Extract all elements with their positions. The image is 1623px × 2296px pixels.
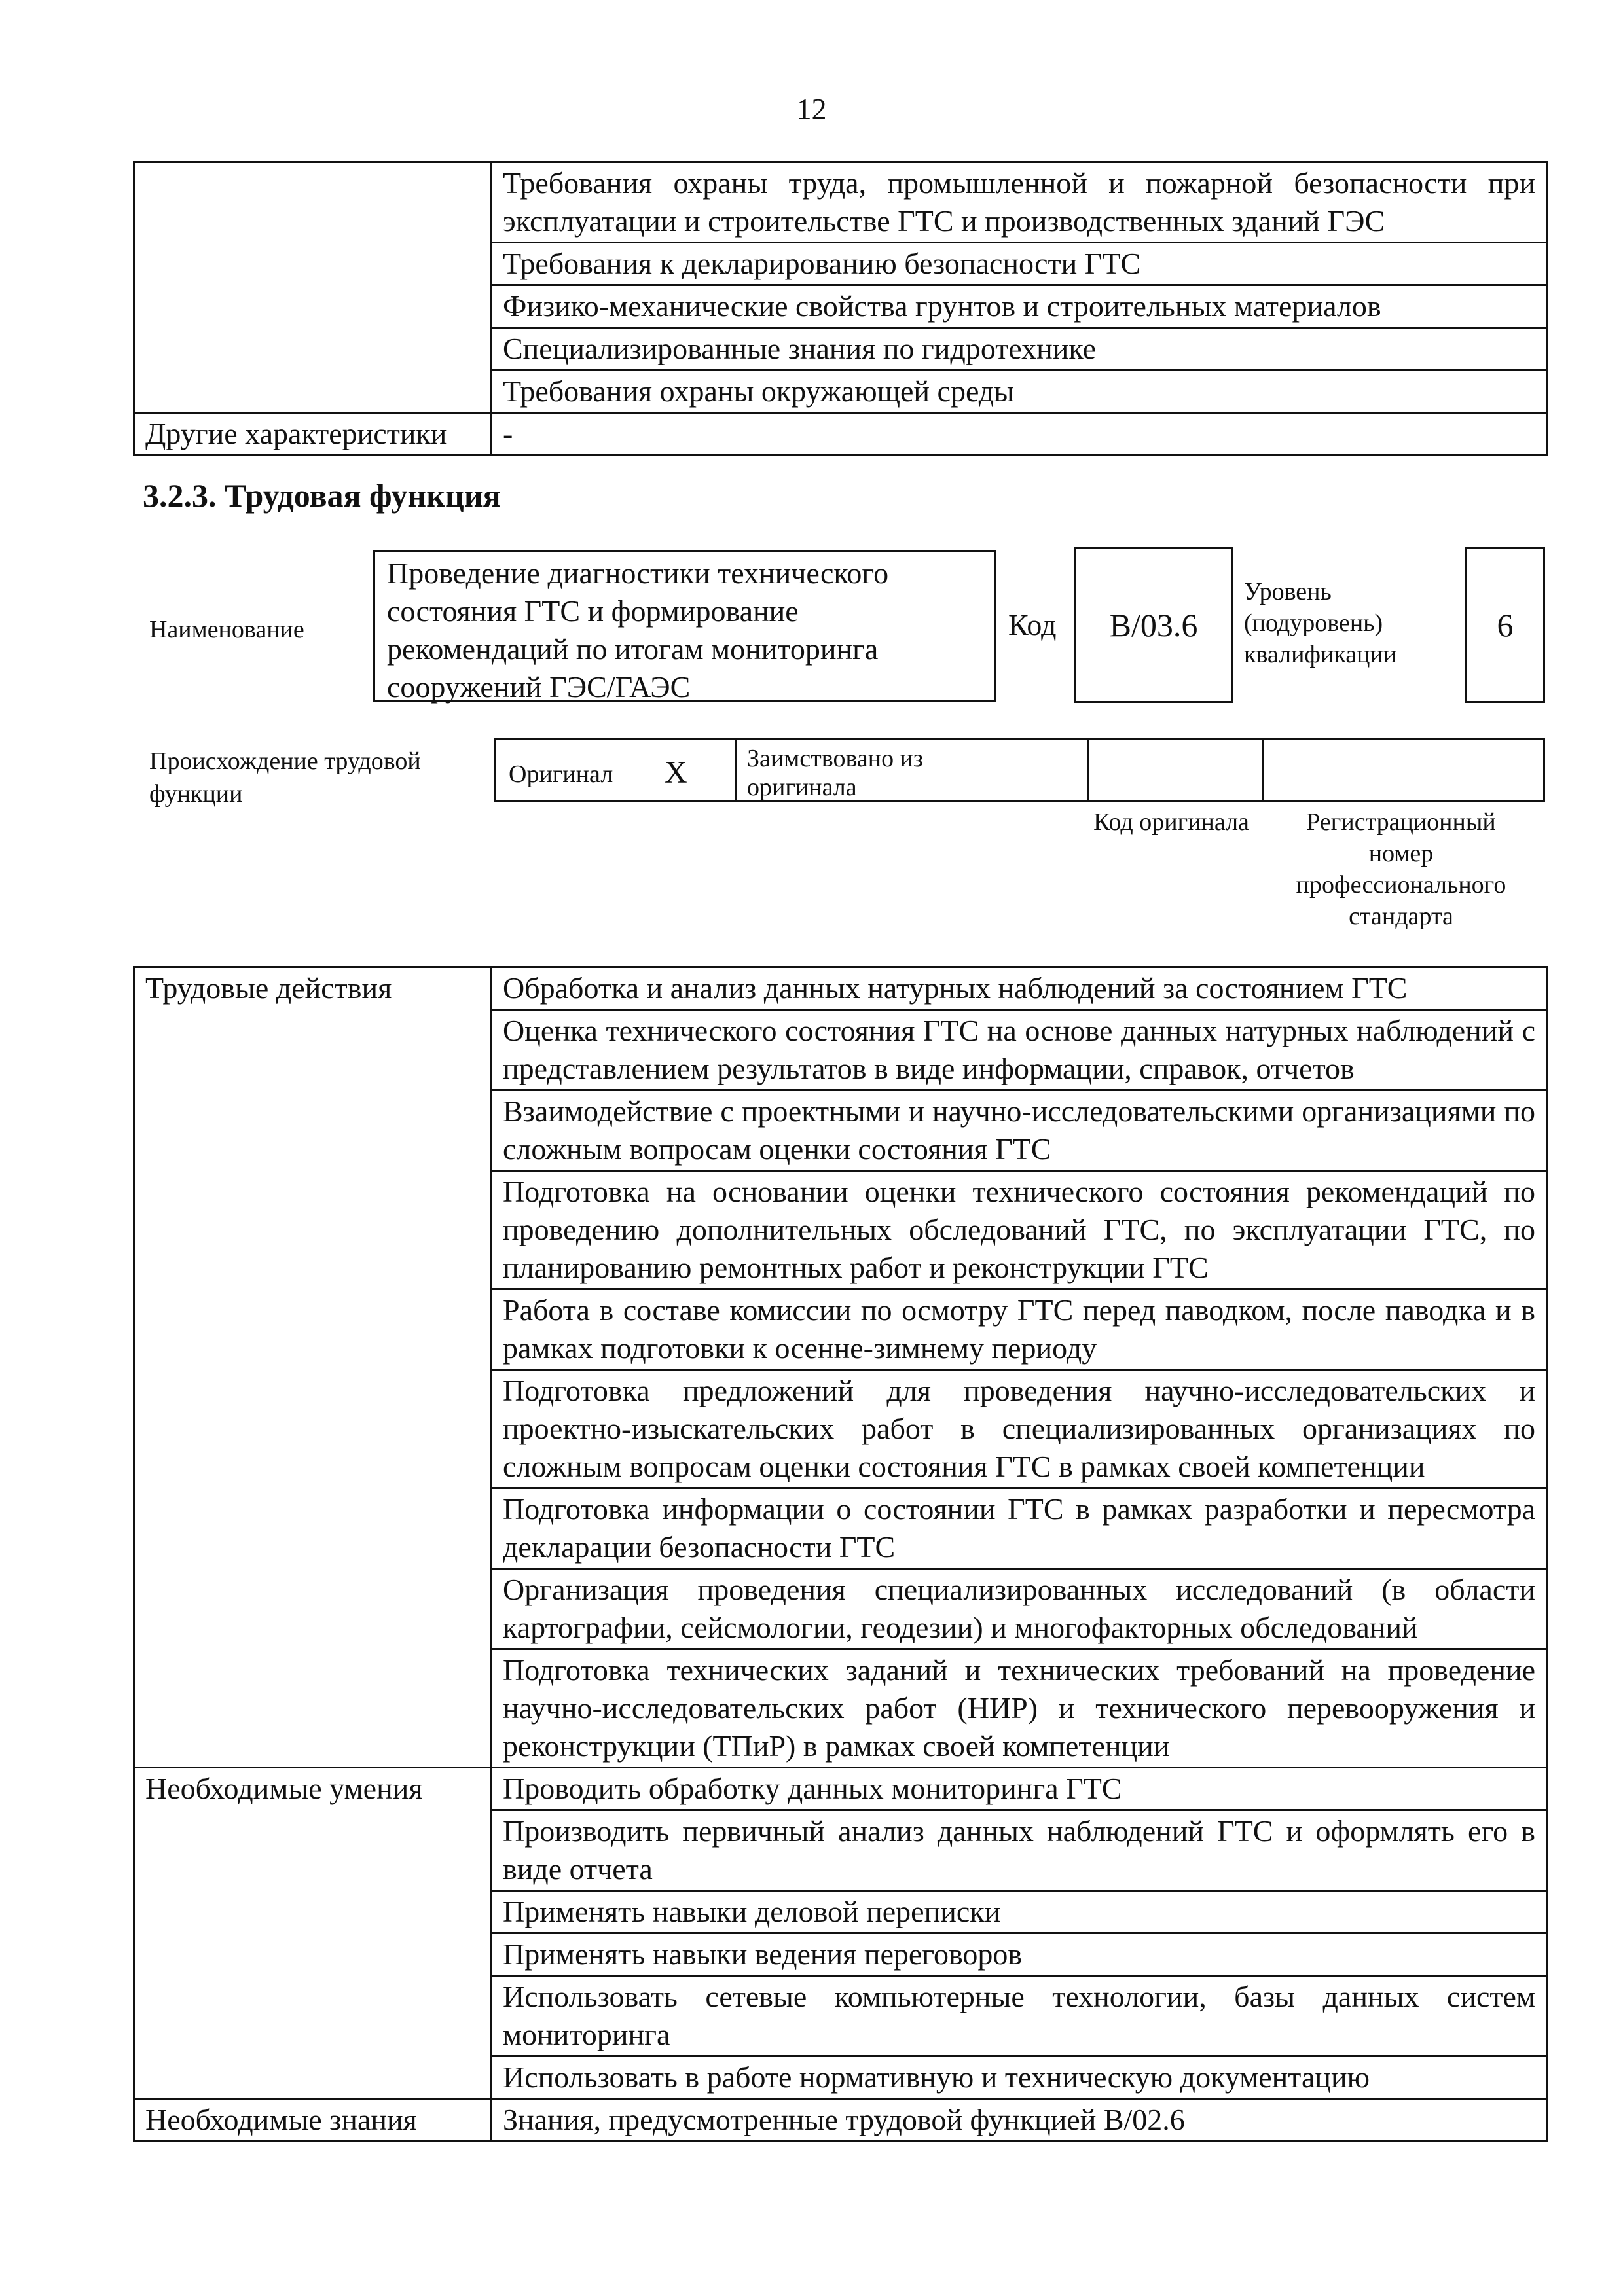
origin-label: Происхождение трудовой функции — [149, 747, 421, 808]
action-cell: Обработка и анализ данных натурных наблюдений за состоянием ГТС — [492, 967, 1547, 1010]
table-row — [134, 162, 1547, 243]
original-mark: X — [665, 755, 687, 790]
caption-registration-number: Регистрационный номер профессионального стандарта — [1296, 808, 1506, 930]
empty-cell — [134, 162, 492, 413]
level-label: Уровень (подуровень) квалификации — [1244, 578, 1397, 668]
borrowed-label: Заимствовано из оригинала — [747, 745, 923, 801]
level-value-box: 6 — [1465, 547, 1545, 703]
origin-box — [494, 738, 1545, 802]
skill-cell: Использовать в работе нормативную и техническую документацию — [492, 2056, 1547, 2099]
main-table — [133, 966, 1548, 2142]
table-cell: Требования охраны окружающей среды — [492, 370, 1547, 413]
action-cell: Подготовка технических заданий и технических требований на проведение научно-исследовательских работ (НИР) и технического перевооружения и реконструкции (ТПиР) в рамках своей компетенции — [492, 1649, 1547, 1768]
actions-label: Трудовые действия — [134, 967, 492, 1768]
action-cell: Подготовка предложений для проведения научно-исследовательских и проектно-изыскательских работ в специализированных организациях по сложным вопросам оценки состояния ГТС в рамках своей компетенции — [492, 1370, 1547, 1488]
table-row — [134, 967, 1547, 1010]
skill-cell: Проводить обработку данных мониторинга ГТС — [492, 1768, 1547, 1810]
code-label: Код — [1008, 608, 1057, 641]
table-row — [134, 1768, 1547, 1810]
skill-cell: Применять навыки ведения переговоров — [492, 1933, 1547, 1976]
action-cell: Подготовка на основании оценки технического состояния рекомендаций по проведению дополнительных обследований ГТС, по эксплуатации ГТС, по планированию ремонтных работ и реконструкции ГТС — [492, 1171, 1547, 1289]
table-row — [134, 413, 1547, 456]
table-cell: Требования к декларированию безопасности ГТС — [492, 243, 1547, 285]
table-cell: Специализированные знания по гидротехнике — [492, 328, 1547, 370]
table-cell: Физико-механические свойства грунтов и строительных материалов — [492, 285, 1547, 328]
name-value-box: Проведение диагностики технического состояния ГТС и формирование рекомендаций по итогам мониторинга сооружений ГЭС/ГАЭС — [373, 550, 996, 702]
knowledge-cell: Знания, предусмотренные трудовой функцией В/02.6 — [492, 2099, 1547, 2142]
code-value-box: В/03.6 — [1074, 547, 1233, 703]
original-label: Оригинал — [509, 761, 613, 788]
other-characteristics-label: Другие характеристики — [134, 413, 492, 456]
other-characteristics-value: - — [492, 413, 1547, 456]
divider — [735, 738, 737, 802]
action-cell: Организация проведения специализированных исследований (в области картографии, сейсмологии, геодезии) и многофакторных обследований — [492, 1569, 1547, 1649]
section-title: 3.2.3. Трудовая функция — [143, 477, 501, 514]
skill-cell: Применять навыки деловой переписки — [492, 1891, 1547, 1933]
action-cell: Подготовка информации о состоянии ГТС в рамках разработки и пересмотра декларации безопасности ГТС — [492, 1488, 1547, 1569]
top-table — [133, 161, 1548, 456]
divider — [1087, 738, 1089, 802]
skills-label: Необходимые умения — [134, 1768, 492, 2099]
page-number: 12 — [796, 92, 827, 126]
table-row — [134, 2099, 1547, 2142]
action-cell: Оценка технического состояния ГТС на основе данных натурных наблюдений с представлением результатов в виде информации, справок, отчетов — [492, 1010, 1547, 1090]
knowledge-label: Необходимые знания — [134, 2099, 492, 2142]
skill-cell: Производить первичный анализ данных наблюдений ГТС и оформлять его в виде отчета — [492, 1810, 1547, 1891]
action-cell: Работа в составе комиссии по осмотру ГТС перед паводком, после паводка и в рамках подготовки к осенне-зимнему периоду — [492, 1289, 1547, 1370]
caption-code-original: Код оригинала — [1093, 808, 1249, 836]
divider — [1262, 738, 1264, 802]
skill-cell: Использовать сетевые компьютерные технологии, базы данных систем мониторинга — [492, 1976, 1547, 2056]
action-cell: Взаимодействие с проектными и научно-исследовательскими организациями по сложным вопросам оценки состояния ГТС — [492, 1090, 1547, 1171]
name-label: Наименование — [149, 616, 304, 643]
table-cell: Требования охраны труда, промышленной и пожарной безопасности при эксплуатации и строительстве ГТС и производственных зданий ГЭС — [492, 162, 1547, 243]
